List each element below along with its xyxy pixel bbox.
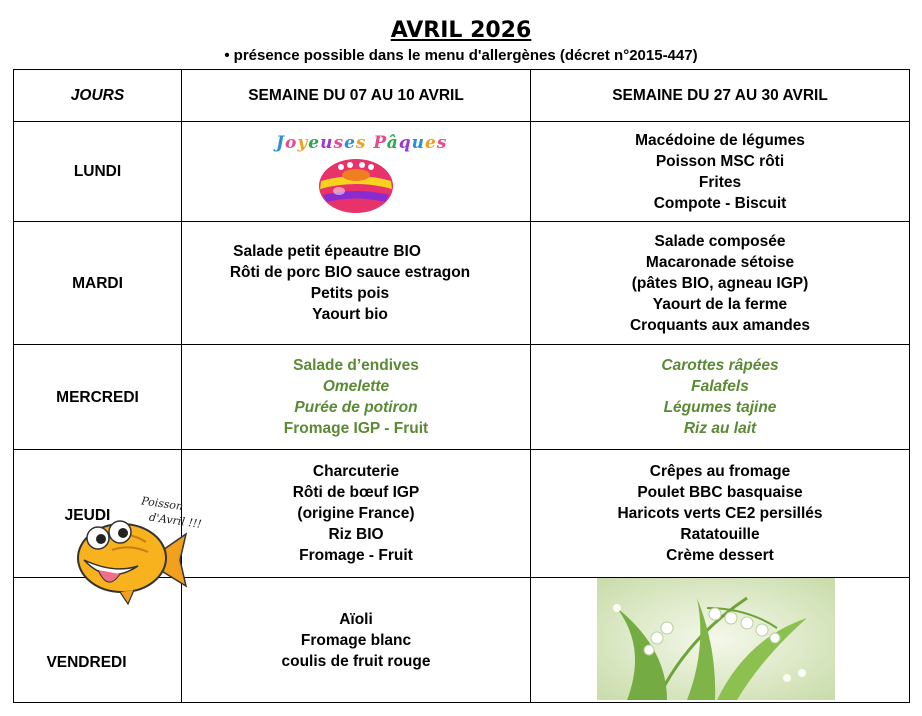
dish: (origine France) (297, 505, 415, 522)
dish-vegetarian: Omelette (322, 378, 390, 395)
dish: Rôti de porc BIO sauce estragon (229, 264, 471, 281)
dish: Salade composée (654, 232, 786, 250)
dish: Salade petit épeautre BIO (233, 243, 421, 260)
easter-greeting: Joyeuses Pâques (276, 132, 448, 153)
bullet: • (224, 47, 230, 64)
dish: Yaourt bio (312, 306, 388, 323)
header-days: JOURS (14, 70, 182, 122)
vendredi-week1-cell (182, 578, 531, 703)
april-fish-text-line: d'Avril !!! (148, 510, 203, 531)
dish: Frites (698, 173, 742, 191)
dish-vegetarian: Légumes tajine (663, 399, 777, 416)
mardi-week1-list (230, 241, 470, 325)
lundi-week1-cell (182, 122, 531, 222)
day-vendredi-label: VENDREDI (46, 653, 127, 671)
page-title: AVRIL 2026 (390, 18, 532, 43)
dish-vegetarian: Fromage IGP - Fruit (283, 420, 429, 437)
dish: Fromage blanc (300, 631, 412, 649)
day-jeudi-label: JEUDI (64, 507, 111, 524)
dish: Petits pois (310, 285, 390, 302)
dish: Macaronade sétoise (645, 253, 795, 271)
dish: Poulet BBC basquaise (637, 484, 803, 501)
dish: Compote - Biscuit (653, 194, 787, 212)
dish-vegetarian: Salade d’endives (293, 357, 419, 374)
mercredi-week1-cell (182, 345, 531, 450)
dish: Yaourt de la ferme (652, 295, 788, 313)
mercredi-week2-cell (531, 345, 910, 450)
jeudi-week1-cell (182, 450, 531, 578)
day-lundi: LUNDI (14, 122, 182, 222)
dish: Croquants aux amandes (629, 316, 811, 334)
easter-egg-icon (317, 153, 395, 215)
dish: Poisson MSC rôti (655, 152, 785, 170)
dish: Macédoine de légumes (635, 131, 805, 149)
dish: Riz BIO (328, 526, 384, 543)
lily-of-the-valley-icon (597, 578, 835, 700)
dish: Rôti de bœuf IGP (292, 484, 420, 501)
mardi-week1-cell (182, 222, 531, 345)
allergen-note-text: présence possible dans le menu d'allergènes (décret n°2015-447) (233, 47, 698, 64)
header-row (14, 70, 910, 122)
fish-icon (68, 500, 188, 610)
day-mercredi: MERCREDI (14, 345, 182, 450)
header-week2: SEMAINE DU 27 AU 30 AVRIL (531, 70, 910, 122)
dish: Charcuterie (312, 463, 400, 480)
dish-vegetarian: Purée de potiron (294, 399, 418, 416)
dish: Aïoli (339, 610, 373, 628)
april-fish-text-line: Poisson (140, 494, 184, 514)
row-lundi (14, 122, 910, 222)
header-week1: SEMAINE DU 07 AU 10 AVRIL (182, 70, 531, 122)
dish: Fromage - Fruit (299, 547, 413, 564)
day-mardi: MARDI (14, 222, 182, 345)
mardi-week2-cell (531, 222, 910, 345)
dish: (pâtes BIO, agneau IGP) (631, 274, 809, 292)
dish-vegetarian: Riz au lait (683, 420, 757, 437)
dish: Crème dessert (666, 547, 774, 564)
dish-vegetarian: Falafels (691, 378, 749, 395)
lundi-week2-cell (531, 122, 910, 222)
dish: Haricots verts CE2 persillés (617, 505, 823, 522)
dish: coulis de fruit rouge (281, 652, 431, 670)
dish: Crêpes au fromage (649, 463, 791, 480)
dish-vegetarian: Carottes râpées (661, 357, 779, 374)
easter-decoration (276, 125, 448, 219)
jeudi-week2-cell (531, 450, 910, 578)
dish: Ratatouille (680, 526, 760, 543)
row-mardi (14, 222, 910, 345)
row-mercredi (14, 345, 910, 450)
allergen-note (0, 47, 922, 64)
